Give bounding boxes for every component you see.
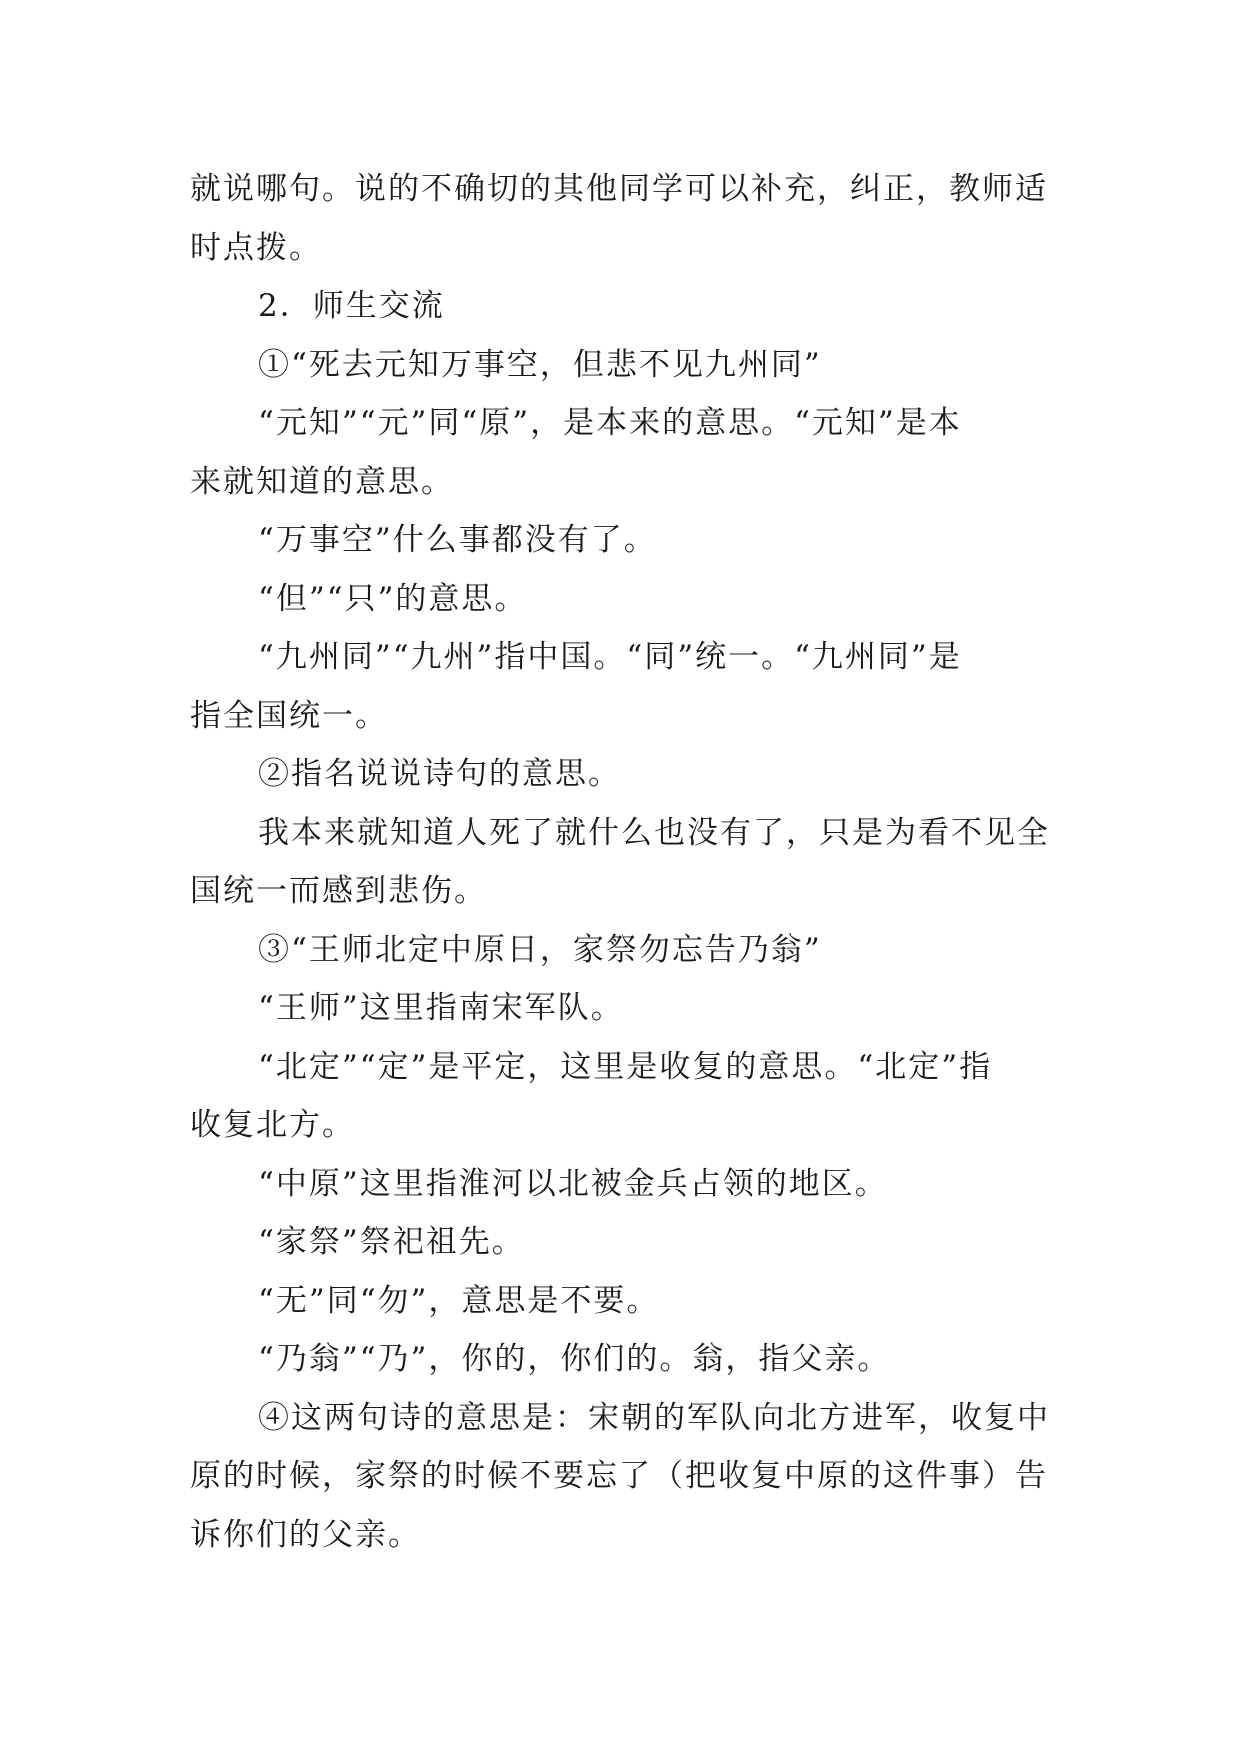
poem-quote-line: ③“王师北定中原日，家祭勿忘告乃翁” <box>258 931 822 968</box>
text-line: 指全国统一。 <box>190 697 388 734</box>
text-line: 原的时候，家祭的时候不要忘了（把收复中原的这件事）告 <box>190 1458 1048 1494</box>
text-line: 来就知道的意思。 <box>190 463 454 500</box>
text-line: 收复北方。 <box>190 1107 355 1143</box>
text-line: “无”同“勿”，意思是不要。 <box>258 1282 660 1319</box>
text-line: ④这两句诗的意思是：宋朝的军队向北方进军，收复中 <box>258 1399 1050 1436</box>
text-line: 时点拨。 <box>190 229 322 266</box>
text-line: “乃翁”“乃”，你的，你们的。翁，指父亲。 <box>258 1341 891 1377</box>
text-line: “北定”“定”是平定，这里是收复的意思。“北定”指 <box>258 1048 993 1085</box>
poem-quote-line: ①“死去元知万事空，但悲不见九州同” <box>258 346 822 383</box>
text-line: “万事空”什么事都没有了。 <box>258 522 657 558</box>
text-line: “中原”这里指淮河以北被金兵占领的地区。 <box>258 1165 888 1202</box>
text-line: ②指名说说诗句的意思。 <box>258 756 621 792</box>
text-line: 国统一而感到悲伤。 <box>190 873 487 909</box>
text-line: 诉你们的父亲。 <box>190 1516 421 1553</box>
section-heading: 2．师生交流 <box>258 288 445 324</box>
document-page <box>190 160 1060 1564</box>
text-line: “但”“只”的意思。 <box>258 580 528 617</box>
text-line: “家祭”祭祀祖先。 <box>258 1224 525 1260</box>
text-line: “元知”“元”同“原”，是本来的意思。“元知”是本 <box>258 405 962 441</box>
text-line: 就说哪句。说的不确切的其他同学可以补充，纠正，教师适 <box>190 171 1048 207</box>
text-line: 我本来就知道人死了就什么也没有了，只是为看不见全 <box>258 814 1050 851</box>
text-line: “王师”这里指南宋军队。 <box>258 990 624 1026</box>
text-line: “九州同”“九州”指中国。“同”统一。“九州同”是 <box>258 639 962 675</box>
